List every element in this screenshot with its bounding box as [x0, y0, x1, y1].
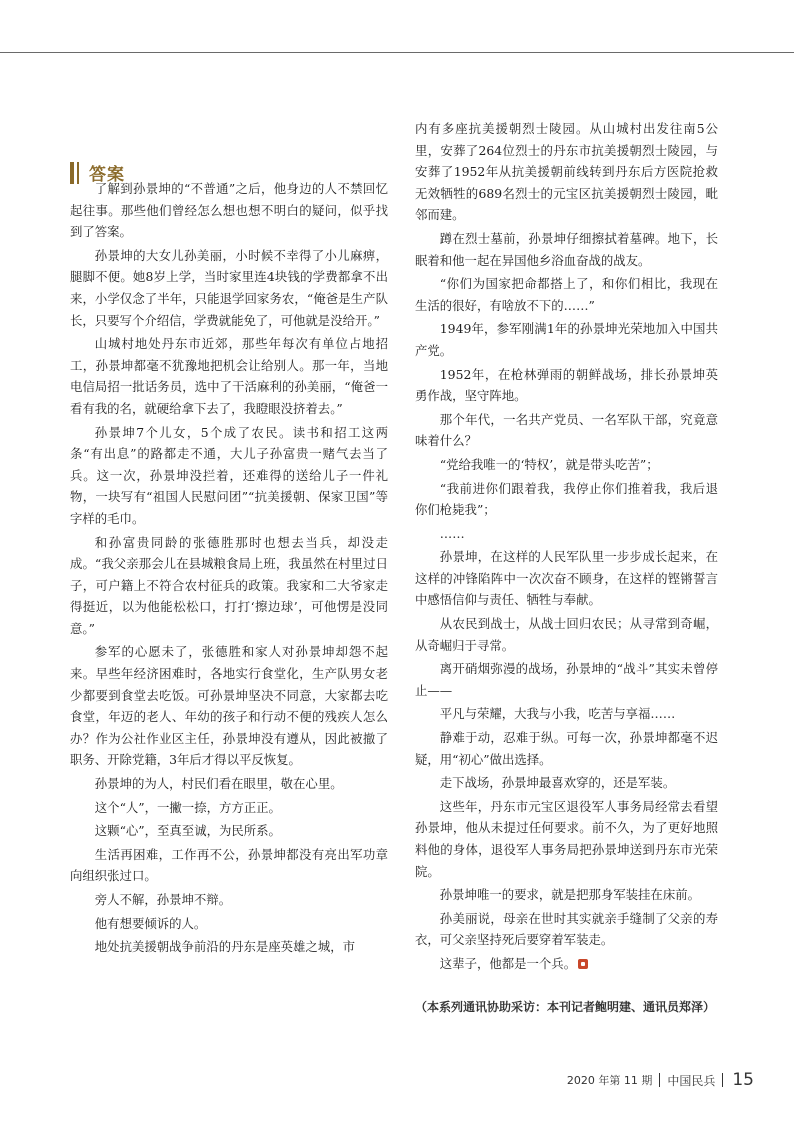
magazine-name: 中国民兵 — [667, 1073, 716, 1088]
paragraph: …… — [439, 525, 465, 541]
paragraph: 孙景坤，在这样的人民军队里一步步成长起来，在这样的冲锋陷阵中一次次奋不顾身，在这样的铿锵誓言中感悟信仰与责任、牺牲与奉献。 — [415, 549, 718, 608]
paragraph: 孙美丽说，母亲在世时其实就亲手缝制了父亲的寿衣，可父亲坚持死后要穿着军装走。 — [415, 910, 718, 948]
paragraph: 孙景坤7个儿女，5个成了农民。读书和招工这两条“有出息”的路都走不通，大儿子孙富贵一赌气去当了兵。这一次，孙景坤没拦着，还难得的送给儿子一件礼物，一块写有“祖国人民慰问团”“抗美援朝、保家卫国”等字样的毛巾。 — [70, 424, 388, 526]
paragraph-continued: 内有多座抗美援朝烈士陵园。从山城村出发往南5公里，安葬了264位烈士的丹东市抗美援朝烈士陵园，与安葬了1952年从抗美援朝前线转到丹东后方医院抢救无效牺牲的689名烈士的元宝区抗美援朝烈士陵园，毗邻而建。 — [415, 121, 718, 223]
issue-label: 2020 年第 11 期 — [566, 1074, 653, 1087]
paragraph: 这颗“心”，至真至诚，为民所系。 — [94, 823, 281, 839]
paragraph: 生活再困难，工作再不公，孙景坤都没有亮出军功章向组织张过口。 — [70, 846, 388, 884]
page-number: 15 — [732, 1070, 754, 1090]
paragraph: 从农民到战士，从战士回归农民；从寻常到奇崛，从奇崛归于寻常。 — [415, 616, 718, 653]
paragraph: 蹲在烈士墓前，孙景坤仔细擦拭着墓碑。地下，长眠着和他一起在异国他乡浴血奋战的战友。 — [415, 230, 718, 268]
paragraph: 旁人不解，孙景坤不辩。 — [94, 892, 232, 907]
top-rule — [0, 52, 794, 53]
paragraph: 孙景坤的大女儿孙美丽，小时候不幸得了小儿麻痹，腿脚不便。她8岁上学，当时家里连4块钱的学费都拿不出来，小学仅念了半年，只能退学回家务农，“俺爸是生产队长，只要写个介绍信，学费就能免了，可他就是没给开。” — [70, 247, 388, 328]
paragraph: 他有想要倾诉的人。 — [94, 915, 207, 931]
paragraph: 平凡与荣耀，大我与小我，吃苦与享福…… — [439, 706, 676, 722]
paragraph: 参军的心愿未了，张德胜和家人对孙景坤却怨不起来。早些年经济困难时，各地实行食堂化，生产队男女老少都要到食堂去吃饭。可孙景坤坚决不同意，大家都去吃食堂，年迈的老人、年幼的孩子和行动不便的残疾人怎么办？作为公社作业区主任，孙景坤没有遵从，因此被撤了职务、开除党籍，3年后才得以平反恢复。 — [70, 644, 388, 768]
paragraph: 离开硝烟弥漫的战场，孙景坤的“战斗”其实未曾停止—— — [415, 661, 718, 698]
paragraph: 1952年，在枪林弹雨的朝鲜战场，排长孙景坤英勇作战，坚守阵地。 — [415, 366, 718, 404]
paragraph: 这些年，丹东市元宝区退役军人事务局经常去看望孙景坤，他从未提过任何要求。前不久，为了更好地照料他的身体，退役军人事务局把孙景坤送到丹东市光荣院。 — [415, 798, 718, 879]
footer-divider — [722, 1073, 723, 1087]
paragraph: 和孙富贵同龄的张德胜那时也想去当兵，却没走成。“我父亲那会儿在县城粮食局上班，我虽然在村里过日子，可户籍上不符合农村征兵的政策。我家和二大爷家走得挺近，以为他能松松口，打打‘擦边球’，可他愣是没同意。” — [70, 534, 388, 636]
paragraph: “我前进你们跟着我，我停止你们推着我，我后退你们枪毙我”； — [415, 480, 718, 518]
paragraph: 走下战场，孙景坤最喜欢穿的，还是军装。 — [439, 775, 676, 791]
footer-divider — [659, 1073, 660, 1087]
end-mark-icon — [578, 959, 588, 969]
paragraph: 静难于动，忍难于纵。可每一次，孙景坤都毫不迟疑，用“初心”做出选择。 — [415, 730, 718, 767]
paragraph: 孙景坤的为人，村民们看在眼里，敬在心里。 — [94, 776, 343, 792]
paragraph: 那个年代，一名共产党员、一名军队干部，究竟意味着什么？ — [415, 411, 718, 449]
paragraph: 这个“人”，一撇一捺，方方正正。 — [94, 799, 281, 815]
section-title: 答案 — [89, 165, 125, 185]
paragraph: 地处抗美援朝战争前沿的丹东是座英雄之城，市 — [94, 939, 355, 955]
paragraph: 山城村地处丹东市近郊，那些年每次有单位占地招工，孙景坤都毫不犹豫地把机会让给别人。那一年，当地电信局招一批话务员，选中了干活麻利的孙美丽，“俺爸一看有我的名，就硬给拿下去了，我瞪眼没挤着去。” — [70, 336, 388, 416]
paragraph: “你们为国家把命都搭上了，和你们相比，我现在生活的很好，有啥放不下的……” — [415, 276, 718, 313]
interview-credit: （本系列通讯协助采访：本刊记者鲍明建、通讯员郑泽） — [415, 999, 716, 1014]
closing-line: 这辈子，他都是一个兵。 — [439, 955, 577, 971]
paragraph: “党给我唯一的‘特权’，就是带头吃苦”； — [439, 456, 659, 472]
paragraph: 1949年，参军刚满1年的孙景坤光荣地加入中国共产党。 — [415, 321, 718, 358]
paragraph: 孙景坤唯一的要求，就是把那身军装挂在床前。 — [439, 887, 700, 903]
right-column — [415, 118, 718, 1018]
page-footer — [567, 1070, 754, 1090]
left-column — [70, 178, 388, 960]
closing-paragraph — [415, 953, 718, 975]
paragraph: 了解到孙景坤的“不普通”之后，他身边的人不禁回忆起往事。那些他们曾经怎么想也想不明白的疑问，似乎找到了答案。 — [70, 181, 388, 240]
